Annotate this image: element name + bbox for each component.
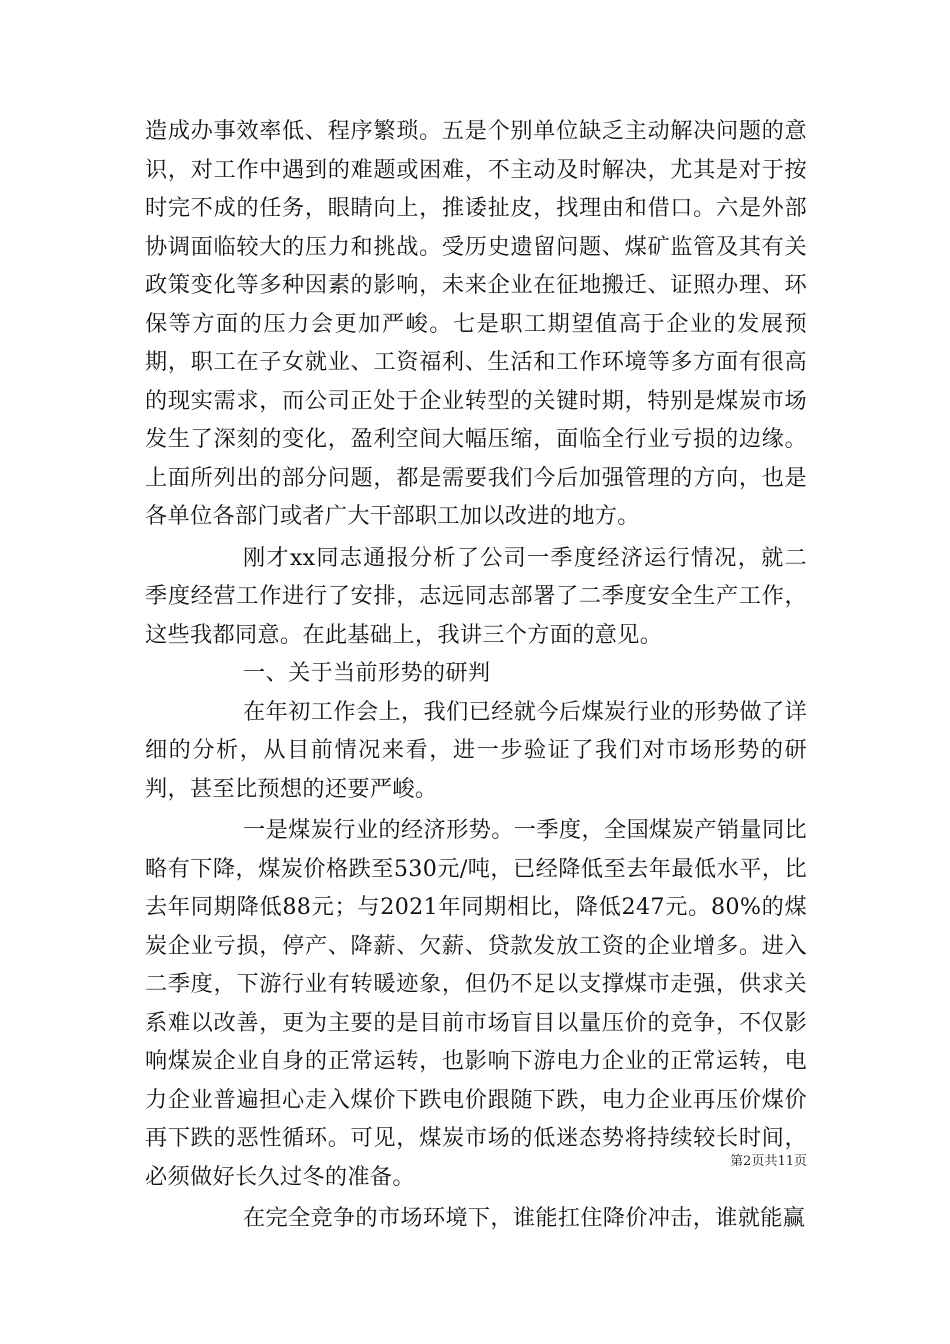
- paragraph-analysis: 在年初工作会上，我们已经就今后煤炭行业的形势做了详细的分析，从目前情况来看，进一步验证了我们对市场形势的研判，甚至比预想的还要严峻。: [145, 698, 807, 802]
- paragraph-competition: 在完全竞争的市场环境下，谁能扛住降价冲击，谁就能赢: [243, 1205, 806, 1231]
- page-number-footer: 第2页共11页: [730, 1154, 807, 1169]
- paragraph-intro: 刚才xx同志通报分析了公司一季度经济运行情况，就二季度经营工作进行了安排，志远同志部署了二季度安全生产工作，这些我都同意。在此基础上，我讲三个方面的意见。: [145, 544, 807, 648]
- section-heading: 一、关于当前形势的研判: [243, 660, 491, 686]
- document-body: [145, 112, 807, 1238]
- paragraph-continued: 造成办事效率低、程序繁琐。五是个别单位缺乏主动解决问题的意识，对工作中遇到的难题或困难，不主动及时解决，尤其是对于按时完不成的任务，眼睛向上，推诿扯皮，找理由和借口。六是外部协调面临较大的压力和挑战。受历史遗留问题、煤矿监管及其有关政策变化等多种因素的影响，未来企业在征地搬迁、证照办理、环保等方面的压力会更加严峻。七是职工期望值高于企业的发展预期，职工在子女就业、工资福利、生活和工作环境等多方面有很高的现实需求，而公司正处于企业转型的关键时期，特别是煤炭市场发生了深刻的变化，盈利空间大幅压缩，面临全行业亏损的边缘。上面所列出的部分问题，都是需要我们今后加强管理的方向，也是各单位各部门或者广大干部职工加以改进的地方。: [145, 118, 807, 529]
- paragraph-coal-economy: 一是煤炭行业的经济形势。一季度，全国煤炭产销量同比略有下降，煤炭价格跌至530元/吨，已经降低至去年最低水平，比去年同期降低88元；与2021年同期相比，降低247元。80%的煤炭企业亏损，停产、降薪、欠薪、贷款发放工资的企业增多。进入二季度，下游行业有转暖迹象，但仍不足以支撑煤市走强，供求关系难以改善，更为主要的是目前市场盲目以量压价的竞争，不仅影响煤炭企业自身的正常运转，也影响下游电力企业的正常运转，电力企业普遍担心走入煤价下跌电价跟随下跌，电力企业再压价煤价再下跌的恶性循环。可见，煤炭市场的低迷态势将持续较长时间，必须做好长久过冬的准备。: [145, 817, 807, 1190]
